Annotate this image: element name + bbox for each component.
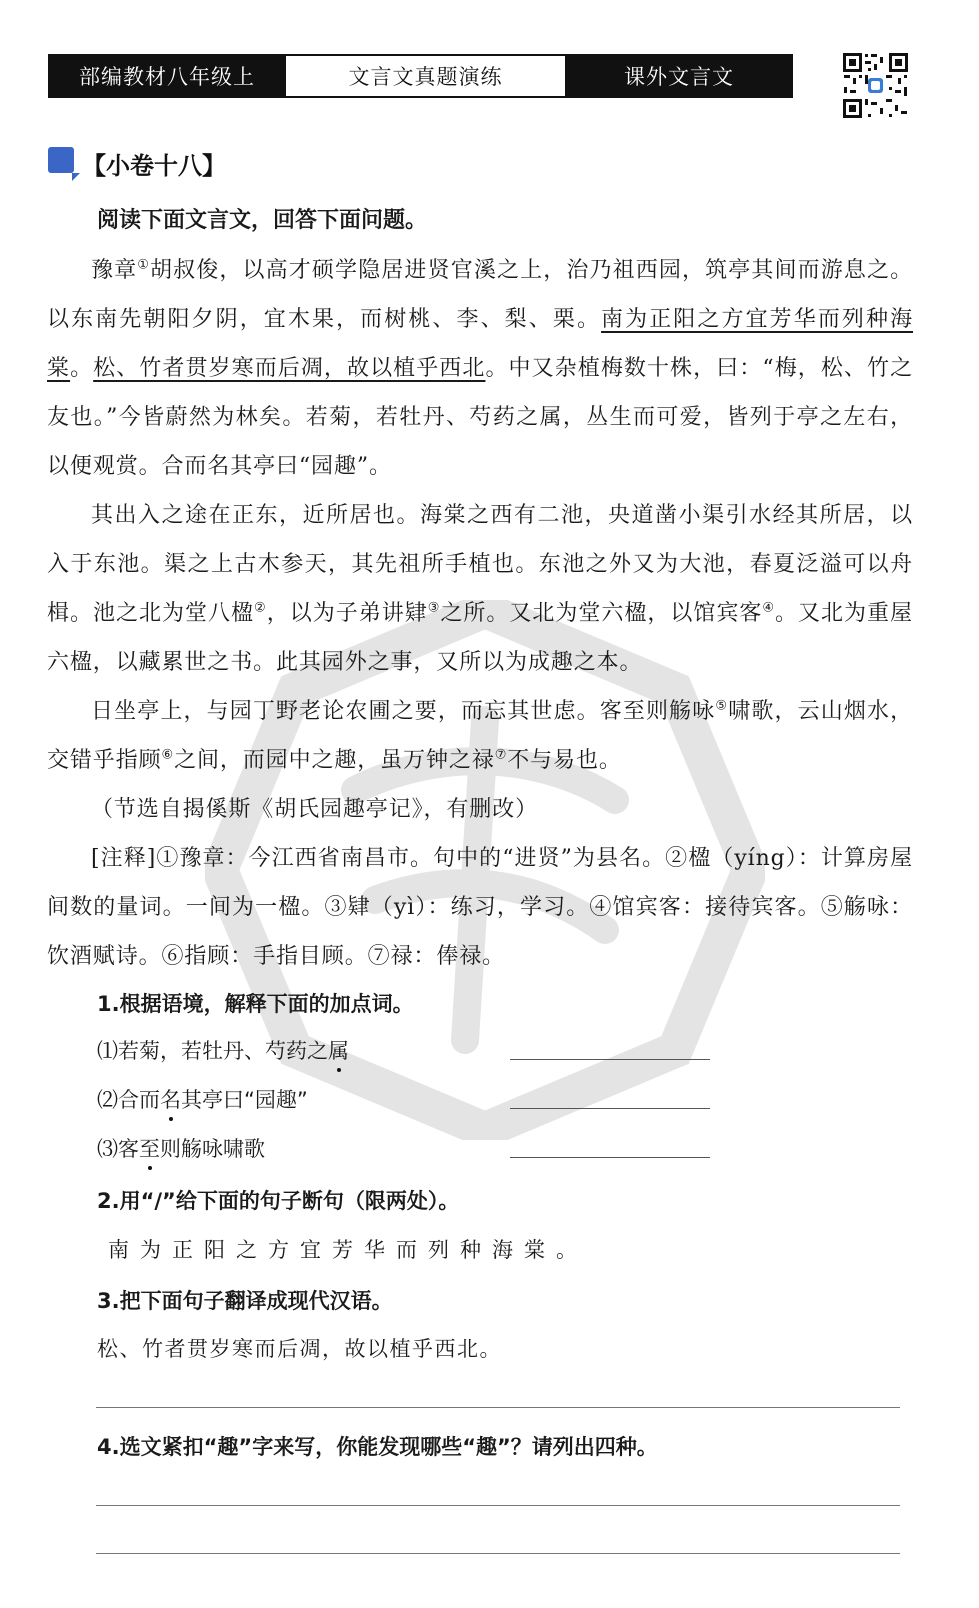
annotations-text: ①豫章：今江西省南昌市。句中的“进贤”为县名。②楹（yíng）：计算房屋间数的量词。一间为一楹。③肄（yì）：练习，学习。④馆宾客：接待宾客。⑤觞咏：饮酒赋诗。⑥指顾：手指目顾。⑦禄：俸禄。 xyxy=(47,846,913,969)
passage-text: 。中又杂植梅数十株，曰：“梅，松、竹之友也。”今皆蔚然为林矣。若菊，若牡丹、芍药之属，丛生而可爱，皆列于亭之左右，以便观赏。合而名其亭曰“园趣”。 xyxy=(47,356,913,479)
passage-text: 其出入之途在正东，近所居也。海棠之西有二池，央道凿小渠引水经其所居，以入于东池。渠之上古木参天，其先祖所手植也。东池之外又为大池，春夏泛溢可以舟楫。池之北为堂八楹 xyxy=(47,503,913,626)
note-ref: ⑦ xyxy=(494,747,508,763)
writing-line-3[interactable] xyxy=(96,1553,900,1554)
dotted-word: 至 xyxy=(139,1133,160,1163)
question-1-title: 1.根据语境，解释下面的加点词。 xyxy=(97,992,414,1016)
header-category: 课外文言文 xyxy=(567,56,791,96)
passage-text: 之所。又北为堂六楹，以馆宾客 xyxy=(440,601,763,626)
passage-text: 豫章 xyxy=(91,258,138,283)
note-ref: ④ xyxy=(762,600,776,616)
annotations xyxy=(47,834,913,981)
question-2-sentence: 南为正阳之方宜芳华而列种海棠。 xyxy=(108,1238,588,1262)
header-bar xyxy=(48,54,793,98)
passage-text: 啸歌，云山烟水，交错乎指顾 xyxy=(47,699,913,773)
subq-text: ⑶客 xyxy=(97,1137,139,1161)
question-3-sentence: 松、竹者贯岁寒而后凋，故以植乎西北。 xyxy=(97,1337,502,1361)
section-header xyxy=(48,146,226,181)
passage-paragraph-2 xyxy=(47,491,913,687)
passage-paragraph-3 xyxy=(47,687,913,785)
passage-paragraph-1 xyxy=(47,246,913,491)
passage-text: 不与易也。 xyxy=(507,748,622,773)
note-ref: ② xyxy=(254,600,267,616)
passage-source: （节选自揭傒斯《胡氏园趣亭记》，有删改） xyxy=(91,797,539,822)
answer-line-2[interactable] xyxy=(510,1108,710,1109)
classical-passage xyxy=(47,246,913,981)
question-2-title: 2.用“/”给下面的句子断句（限两处）。 xyxy=(97,1189,460,1213)
answer-line-1[interactable] xyxy=(510,1059,710,1060)
question-4-title: 4.选文紧扣“趣”字来写，你能发现哪些“趣”？请列出四种。 xyxy=(97,1435,658,1459)
note-ref: ⑤ xyxy=(715,698,729,714)
question-1-item-3 xyxy=(97,1133,265,1163)
writing-line-2[interactable] xyxy=(96,1505,900,1506)
subq-text: 其亭曰“园趣” xyxy=(181,1088,308,1112)
subq-text: 则觞咏啸歌 xyxy=(160,1137,265,1161)
dotted-word: 属 xyxy=(328,1035,349,1065)
underlined-sentence-2: 松、竹者贯岁寒而后凋，故以植乎西北 xyxy=(93,356,486,381)
underlined-sentence-1: 南为正阳之方宜芳华而列种海棠 xyxy=(47,307,914,381)
header-topic: 文言文真题演练 xyxy=(284,56,567,96)
question-3-title: 3.把下面句子翻译成现代汉语。 xyxy=(97,1289,393,1313)
writing-line-1[interactable] xyxy=(96,1407,900,1408)
annotations-label: [注释] xyxy=(91,846,157,871)
subq-text: ⑵合而 xyxy=(97,1088,160,1112)
bookmark-flag-icon xyxy=(48,147,74,173)
subq-text: ⑴若菊，若牡丹、芍药之 xyxy=(97,1039,328,1063)
qr-code-icon xyxy=(842,52,909,119)
header-grade: 部编教材八年级上 xyxy=(50,56,284,96)
answer-line-3[interactable] xyxy=(510,1157,710,1158)
passage-text: ，以为子弟讲肄 xyxy=(266,601,428,626)
reading-instruction: 阅读下面文言文，回答下面问题。 xyxy=(97,208,428,233)
passage-text: 日坐亭上，与园丁野老论农圃之要，而忘其世虑。客至则觞咏 xyxy=(91,699,716,724)
dotted-word: 名 xyxy=(160,1084,181,1114)
question-1-item-1 xyxy=(97,1035,349,1065)
passage-text: 。又北为重屋六楹，以藏累世之书。此其园外之事，又所以为成趣之本。 xyxy=(47,601,913,675)
note-ref: ③ xyxy=(427,600,441,616)
question-1-item-2 xyxy=(97,1084,308,1114)
note-ref: ⑥ xyxy=(161,747,175,763)
note-ref: ① xyxy=(137,257,151,273)
passage-text: 胡叔俊，以高才硕学隐居进贤官溪之上，治乃祖西园，筑亭其间而游息之。以东南先朝阳夕阴，宜木果，而树桃、李、梨、栗。 xyxy=(47,258,913,332)
passage-text: 。 xyxy=(70,356,94,381)
section-title: 【小卷十八】 xyxy=(82,152,226,180)
passage-text: 之间，而园中之趣，虽万钟之禄 xyxy=(174,748,495,773)
